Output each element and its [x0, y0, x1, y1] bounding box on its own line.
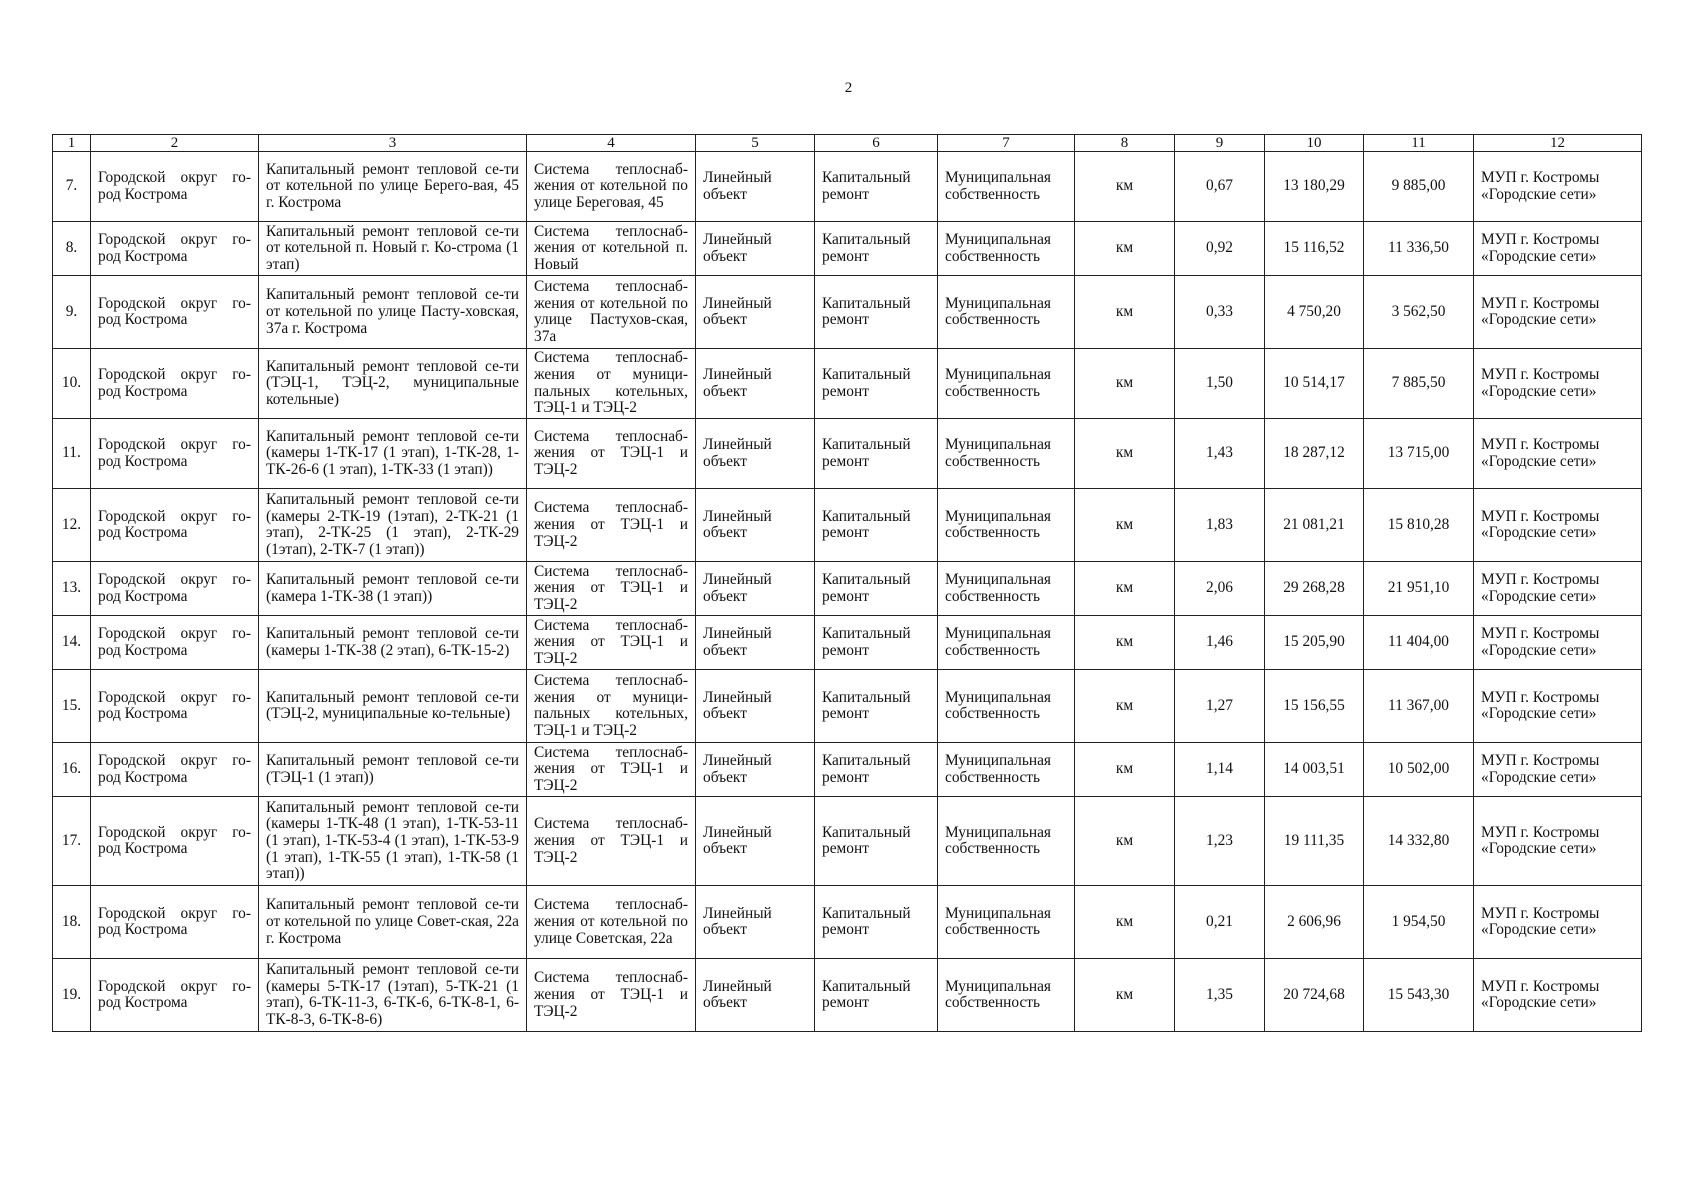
description-cell: Капитальный ремонт тепловой се-ти от котельной п. Новый г. Ко-строма (1 этап) [259, 222, 527, 276]
organization-cell: МУП г. Костромы «Городские сети» [1474, 152, 1642, 222]
unit-cell: км [1075, 616, 1175, 670]
column-header-3: 3 [259, 135, 527, 152]
page-number: 2 [844, 80, 853, 96]
ownership-cell: Муниципальная собственность [938, 489, 1075, 562]
object-type-cell: Линейный объект [696, 743, 815, 797]
row-number: 17. [53, 797, 91, 886]
ownership-cell: Муниципальная собственность [938, 349, 1075, 419]
ownership-cell: Муниципальная собственность [938, 419, 1075, 489]
work-type-cell: Капитальный ремонт [815, 222, 938, 276]
organization-cell: МУП г. Костромы «Городские сети» [1474, 276, 1642, 349]
length-cell: 0,21 [1175, 886, 1265, 959]
heating-system-cell: Система теплоснаб-жения от ТЭЦ-1 и ТЭЦ-2 [527, 489, 696, 562]
heating-system-cell: Система теплоснаб-жения от ТЭЦ-1 и ТЭЦ-2 [527, 616, 696, 670]
heating-system-cell: Система теплоснаб-жения от котельной по улице Советская, 22а [527, 886, 696, 959]
length-cell: 1,50 [1175, 349, 1265, 419]
cost-cell: 15 543,30 [1364, 959, 1474, 1032]
column-header-11: 11 [1364, 135, 1474, 152]
cost-cell: 11 336,50 [1364, 222, 1474, 276]
description-cell: Капитальный ремонт тепловой се-ти (ТЭЦ-1, ТЭЦ-2, муниципальные котельные) [259, 349, 527, 419]
heating-system-cell: Система теплоснаб-жения от котельной п. Новый [527, 222, 696, 276]
territory-cell: Городской округ го-род Кострома [91, 349, 259, 419]
unit-cell: км [1075, 670, 1175, 743]
territory-cell: Городской округ го-род Кострома [91, 743, 259, 797]
ownership-cell: Муниципальная собственность [938, 276, 1075, 349]
unit-cell: км [1075, 276, 1175, 349]
cost-cell: 1 954,50 [1364, 886, 1474, 959]
cost-cell: 11 404,00 [1364, 616, 1474, 670]
length-cell: 1,23 [1175, 797, 1265, 886]
table-row [53, 152, 1642, 222]
column-header-6: 6 [815, 135, 938, 152]
heating-system-cell: Система теплоснаб-жения от котельной по улице Пастухов-ская, 37а [527, 276, 696, 349]
cost-total-cell: 15 205,90 [1265, 616, 1364, 670]
work-type-cell: Капитальный ремонт [815, 419, 938, 489]
column-header-12: 12 [1474, 135, 1642, 152]
organization-cell: МУП г. Костромы «Городские сети» [1474, 797, 1642, 886]
cost-total-cell: 10 514,17 [1265, 349, 1364, 419]
description-cell: Капитальный ремонт тепловой се-ти от котельной по улице Пасту-ховская, 37а г. Кострома [259, 276, 527, 349]
table-row [53, 489, 1642, 562]
work-type-cell: Капитальный ремонт [815, 959, 938, 1032]
object-type-cell: Линейный объект [696, 670, 815, 743]
column-header-4: 4 [527, 135, 696, 152]
cost-total-cell: 18 287,12 [1265, 419, 1364, 489]
table-body [53, 152, 1642, 1032]
object-type-cell: Линейный объект [696, 616, 815, 670]
row-number: 16. [53, 743, 91, 797]
cost-total-cell: 29 268,28 [1265, 562, 1364, 616]
length-cell: 1,14 [1175, 743, 1265, 797]
work-type-cell: Капитальный ремонт [815, 670, 938, 743]
ownership-cell: Муниципальная собственность [938, 959, 1075, 1032]
cost-total-cell: 4 750,20 [1265, 276, 1364, 349]
organization-cell: МУП г. Костромы «Городские сети» [1474, 349, 1642, 419]
work-type-cell: Капитальный ремонт [815, 562, 938, 616]
object-type-cell: Линейный объект [696, 276, 815, 349]
table-header [53, 135, 1642, 152]
territory-cell: Городской округ го-род Кострома [91, 276, 259, 349]
row-number: 13. [53, 562, 91, 616]
unit-cell: км [1075, 959, 1175, 1032]
territory-cell: Городской округ го-род Кострома [91, 886, 259, 959]
object-type-cell: Линейный объект [696, 349, 815, 419]
work-type-cell: Капитальный ремонт [815, 489, 938, 562]
work-type-cell: Капитальный ремонт [815, 886, 938, 959]
description-cell: Капитальный ремонт тепловой се-ти от котельной по улице Совет-ская, 22а г. Кострома [259, 886, 527, 959]
ownership-cell: Муниципальная собственность [938, 670, 1075, 743]
cost-cell: 15 810,28 [1364, 489, 1474, 562]
territory-cell: Городской округ го-род Кострома [91, 562, 259, 616]
cost-total-cell: 14 003,51 [1265, 743, 1364, 797]
heating-system-cell: Система теплоснаб-жения от ТЭЦ-1 и ТЭЦ-2 [527, 959, 696, 1032]
object-type-cell: Линейный объект [696, 419, 815, 489]
description-cell: Капитальный ремонт тепловой се-ти (ТЭЦ-2, муниципальные ко-тельные) [259, 670, 527, 743]
ownership-cell: Муниципальная собственность [938, 562, 1075, 616]
object-type-cell: Линейный объект [696, 489, 815, 562]
organization-cell: МУП г. Костромы «Городские сети» [1474, 222, 1642, 276]
heating-system-cell: Система теплоснаб-жения от ТЭЦ-1 и ТЭЦ-2 [527, 797, 696, 886]
column-header-9: 9 [1175, 135, 1265, 152]
unit-cell: км [1075, 152, 1175, 222]
length-cell: 1,27 [1175, 670, 1265, 743]
heating-system-cell: Система теплоснаб-жения от муници-пальных котельных, ТЭЦ-1 и ТЭЦ-2 [527, 670, 696, 743]
ownership-cell: Муниципальная собственность [938, 797, 1075, 886]
cost-cell: 9 885,00 [1364, 152, 1474, 222]
description-cell: Капитальный ремонт тепловой се-ти от котельной по улице Берего-вая, 45 г. Кострома [259, 152, 527, 222]
organization-cell: МУП г. Костромы «Городские сети» [1474, 419, 1642, 489]
table-row [53, 222, 1642, 276]
cost-cell: 21 951,10 [1364, 562, 1474, 616]
header-row [53, 135, 1642, 152]
length-cell: 2,06 [1175, 562, 1265, 616]
ownership-cell: Муниципальная собственность [938, 222, 1075, 276]
table-row [53, 743, 1642, 797]
ownership-cell: Муниципальная собственность [938, 886, 1075, 959]
row-number: 10. [53, 349, 91, 419]
organization-cell: МУП г. Костромы «Городские сети» [1474, 743, 1642, 797]
column-header-1: 1 [53, 135, 91, 152]
territory-cell: Городской округ го-род Кострома [91, 419, 259, 489]
territory-cell: Городской округ го-род Кострома [91, 959, 259, 1032]
length-cell: 1,35 [1175, 959, 1265, 1032]
territory-cell: Городской округ го-род Кострома [91, 797, 259, 886]
ownership-cell: Муниципальная собственность [938, 616, 1075, 670]
object-type-cell: Линейный объект [696, 562, 815, 616]
cost-total-cell: 15 116,52 [1265, 222, 1364, 276]
territory-cell: Городской округ го-род Кострома [91, 152, 259, 222]
territory-cell: Городской округ го-род Кострома [91, 616, 259, 670]
row-number: 7. [53, 152, 91, 222]
work-type-cell: Капитальный ремонт [815, 797, 938, 886]
organization-cell: МУП г. Костромы «Городские сети» [1474, 489, 1642, 562]
cost-cell: 7 885,50 [1364, 349, 1474, 419]
table-row [53, 276, 1642, 349]
cost-cell: 14 332,80 [1364, 797, 1474, 886]
organization-cell: МУП г. Костромы «Городские сети» [1474, 886, 1642, 959]
unit-cell: км [1075, 419, 1175, 489]
object-type-cell: Линейный объект [696, 222, 815, 276]
table-row [53, 419, 1642, 489]
object-type-cell: Линейный объект [696, 797, 815, 886]
unit-cell: км [1075, 743, 1175, 797]
cost-cell: 11 367,00 [1364, 670, 1474, 743]
heating-system-cell: Система теплоснаб-жения от ТЭЦ-1 и ТЭЦ-2 [527, 419, 696, 489]
cost-total-cell: 13 180,29 [1265, 152, 1364, 222]
row-number: 19. [53, 959, 91, 1032]
work-type-cell: Капитальный ремонт [815, 152, 938, 222]
row-number: 11. [53, 419, 91, 489]
cost-total-cell: 19 111,35 [1265, 797, 1364, 886]
territory-cell: Городской округ го-род Кострома [91, 222, 259, 276]
object-type-cell: Линейный объект [696, 959, 815, 1032]
length-cell: 0,92 [1175, 222, 1265, 276]
table-row [53, 670, 1642, 743]
cost-cell: 13 715,00 [1364, 419, 1474, 489]
table-row [53, 886, 1642, 959]
length-cell: 0,33 [1175, 276, 1265, 349]
work-type-cell: Капитальный ремонт [815, 349, 938, 419]
cost-cell: 10 502,00 [1364, 743, 1474, 797]
description-cell: Капитальный ремонт тепловой се-ти (камеры 5-ТК-17 (1этап), 5-ТК-21 (1 этап), 6-ТК-11-3, 6-ТК-6, 6-ТК-8-1, 6-ТК-8-3, 6-ТК-8-6) [259, 959, 527, 1032]
length-cell: 1,46 [1175, 616, 1265, 670]
row-number: 15. [53, 670, 91, 743]
heating-system-cell: Система теплоснаб-жения от котельной по улице Береговая, 45 [527, 152, 696, 222]
organization-cell: МУП г. Костромы «Городские сети» [1474, 959, 1642, 1032]
heating-system-cell: Система теплоснаб-жения от муници-пальных котельных, ТЭЦ-1 и ТЭЦ-2 [527, 349, 696, 419]
work-type-cell: Капитальный ремонт [815, 616, 938, 670]
column-header-5: 5 [696, 135, 815, 152]
cost-total-cell: 21 081,21 [1265, 489, 1364, 562]
description-cell: Капитальный ремонт тепловой се-ти (камеры 1-ТК-38 (2 этап), 6-ТК-15-2) [259, 616, 527, 670]
organization-cell: МУП г. Костромы «Городские сети» [1474, 670, 1642, 743]
object-type-cell: Линейный объект [696, 886, 815, 959]
table-row [53, 959, 1642, 1032]
description-cell: Капитальный ремонт тепловой се-ти (ТЭЦ-1 (1 этап)) [259, 743, 527, 797]
column-header-10: 10 [1265, 135, 1364, 152]
table-row [53, 616, 1642, 670]
length-cell: 0,67 [1175, 152, 1265, 222]
length-cell: 1,43 [1175, 419, 1265, 489]
work-type-cell: Капитальный ремонт [815, 743, 938, 797]
table-row [53, 349, 1642, 419]
table-row [53, 562, 1642, 616]
cost-total-cell: 20 724,68 [1265, 959, 1364, 1032]
registry-table [52, 134, 1642, 1032]
unit-cell: км [1075, 562, 1175, 616]
column-header-7: 7 [938, 135, 1075, 152]
ownership-cell: Муниципальная собственность [938, 152, 1075, 222]
description-cell: Капитальный ремонт тепловой се-ти (камеры 1-ТК-17 (1 этап), 1-ТК-28, 1-ТК-26-6 (1 этап), 1-ТК-33 (1 этап)) [259, 419, 527, 489]
row-number: 9. [53, 276, 91, 349]
work-type-cell: Капитальный ремонт [815, 276, 938, 349]
length-cell: 1,83 [1175, 489, 1265, 562]
unit-cell: км [1075, 489, 1175, 562]
cost-cell: 3 562,50 [1364, 276, 1474, 349]
heating-system-cell: Система теплоснаб-жения от ТЭЦ-1 и ТЭЦ-2 [527, 562, 696, 616]
unit-cell: км [1075, 222, 1175, 276]
territory-cell: Городской округ го-род Кострома [91, 489, 259, 562]
heating-system-cell: Система теплоснаб-жения от ТЭЦ-1 и ТЭЦ-2 [527, 743, 696, 797]
organization-cell: МУП г. Костромы «Городские сети» [1474, 562, 1642, 616]
unit-cell: км [1075, 349, 1175, 419]
description-cell: Капитальный ремонт тепловой се-ти (камеры 2-ТК-19 (1этап), 2-ТК-21 (1 этап), 2-ТК-25 (1 этап), 2-ТК-29 (1этап), 2-ТК-7 (1 этап)) [259, 489, 527, 562]
unit-cell: км [1075, 886, 1175, 959]
row-number: 8. [53, 222, 91, 276]
ownership-cell: Муниципальная собственность [938, 743, 1075, 797]
description-cell: Капитальный ремонт тепловой се-ти (камеры 1-ТК-48 (1 этап), 1-ТК-53-11 (1 этап), 1-ТК-53-4 (1 этап), 1-ТК-53-9 (1 этап), 1-ТК-55 (1 этап), 1-ТК-58 (1 этап)) [259, 797, 527, 886]
description-cell: Капитальный ремонт тепловой се-ти (камера 1-ТК-38 (1 этап)) [259, 562, 527, 616]
organization-cell: МУП г. Костромы «Городские сети» [1474, 616, 1642, 670]
row-number: 18. [53, 886, 91, 959]
territory-cell: Городской округ го-род Кострома [91, 670, 259, 743]
row-number: 14. [53, 616, 91, 670]
table-row [53, 797, 1642, 886]
object-type-cell: Линейный объект [696, 152, 815, 222]
unit-cell: км [1075, 797, 1175, 886]
column-header-2: 2 [91, 135, 259, 152]
cost-total-cell: 15 156,55 [1265, 670, 1364, 743]
cost-total-cell: 2 606,96 [1265, 886, 1364, 959]
row-number: 12. [53, 489, 91, 562]
column-header-8: 8 [1075, 135, 1175, 152]
